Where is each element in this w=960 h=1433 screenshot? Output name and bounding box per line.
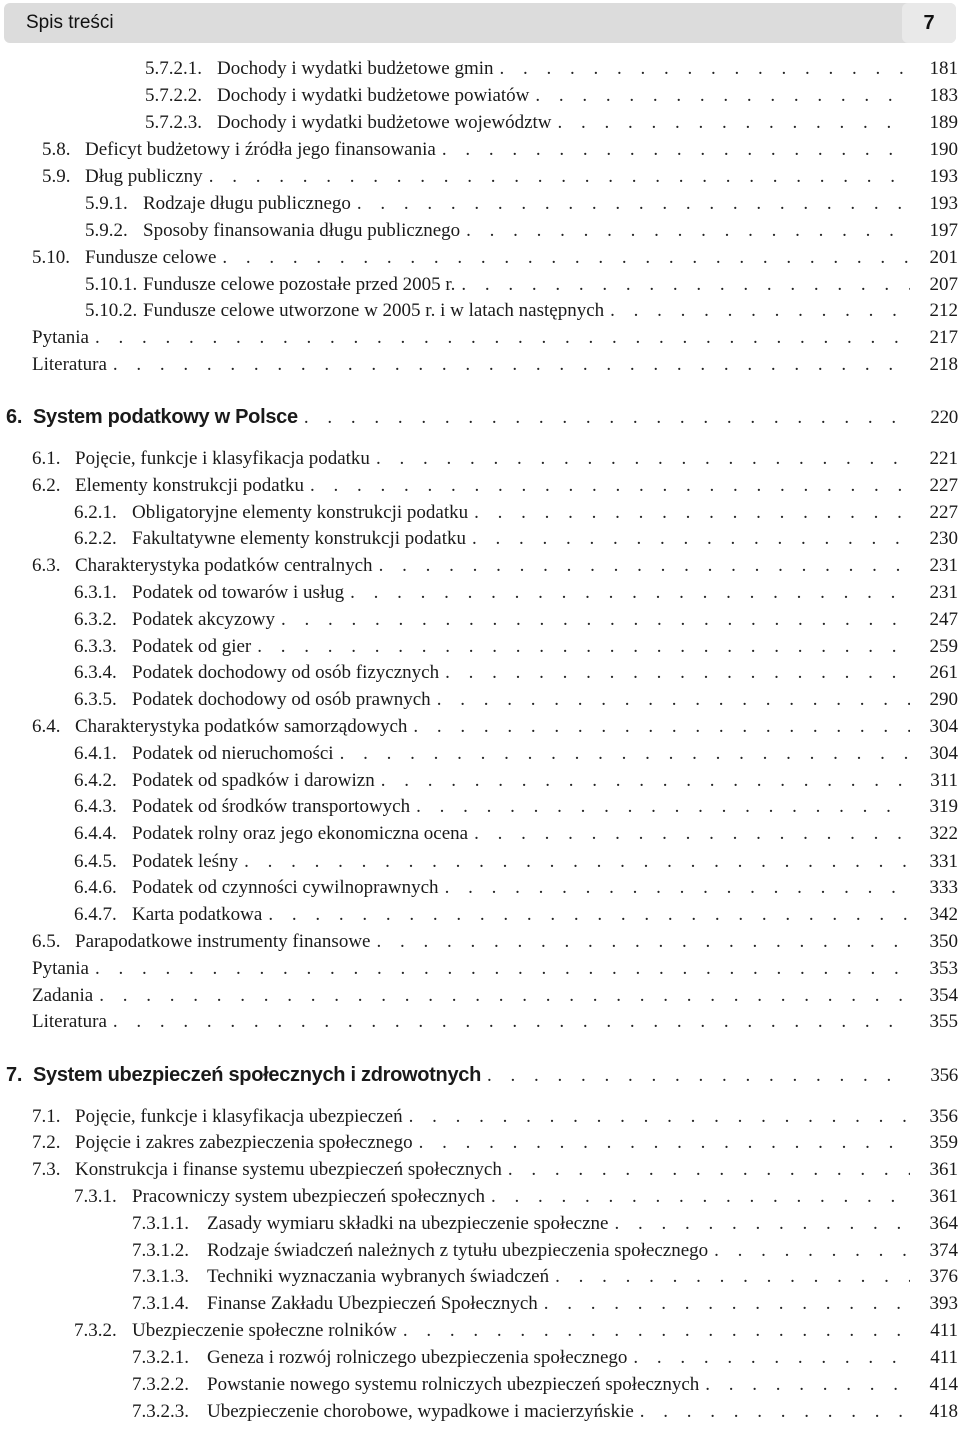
entry-title: Pytania — [32, 327, 89, 348]
toc-entry[interactable] — [74, 609, 958, 631]
entry-page-number: 190 — [929, 139, 958, 160]
entry-page-number: 193 — [929, 193, 958, 214]
entry-number: 6.3.3. — [74, 636, 117, 657]
entry-page-number: 361 — [929, 1159, 958, 1180]
dot-leader — [357, 193, 910, 215]
entry-number: 6.1. — [32, 448, 61, 469]
entry-number: 5.8. — [42, 139, 71, 160]
entry-number: 5.10.2. — [85, 300, 138, 321]
entry-page-number: 393 — [929, 1293, 958, 1314]
toc-entry[interactable] — [74, 662, 958, 684]
entry-number: 7.3.2.1. — [132, 1347, 189, 1368]
entry-number: 7.3.1.3. — [132, 1266, 189, 1287]
entry-number: 7.3.1.4. — [132, 1293, 189, 1314]
dot-leader — [340, 743, 910, 765]
dot-leader — [714, 1240, 910, 1262]
toc-entry[interactable] — [85, 300, 958, 322]
entry-page-number: 353 — [929, 958, 958, 979]
dot-leader — [445, 662, 910, 684]
entry-title: Dochody i wydatki budżetowe województw — [217, 112, 552, 133]
dot-leader — [113, 1011, 910, 1033]
entry-title: Dochody i wydatki budżetowe gmin — [217, 58, 494, 79]
entry-number: 6.3.2. — [74, 609, 117, 630]
dot-leader — [376, 931, 910, 953]
toc-entry[interactable] — [145, 85, 958, 107]
entry-title: Ubezpieczenie chorobowe, wypadkowe i macierzyńskie — [207, 1401, 634, 1422]
entry-page-number: 193 — [929, 166, 958, 187]
entry-page-number: 197 — [929, 220, 958, 241]
entry-number: 6.2.1. — [74, 502, 117, 523]
toc-entry[interactable] — [32, 354, 958, 376]
entry-number: 6.2. — [32, 475, 61, 496]
entry-page-number: 364 — [929, 1213, 958, 1234]
entry-number: 5.7.2.3. — [145, 112, 202, 133]
entry-title: Rodzaje długu publicznego — [143, 193, 351, 214]
toc-entry[interactable] — [74, 528, 958, 550]
entry-title: Podatek akcyzowy — [132, 609, 275, 630]
entry-page-number: 217 — [929, 327, 958, 348]
entry-page-number: 411 — [930, 1320, 958, 1341]
toc-entry[interactable] — [74, 770, 958, 792]
entry-title: Charakterystyka podatków samorządowych — [75, 716, 408, 737]
toc-entry[interactable] — [132, 1240, 958, 1262]
entry-title: Elementy konstrukcji podatku — [75, 475, 305, 496]
entry-title: Dochody i wydatki budżetowe powiatów — [217, 85, 530, 106]
toc-entry[interactable] — [74, 796, 958, 818]
entry-number: 6.3.4. — [74, 662, 117, 683]
entry-title: Karta podatkowa — [132, 904, 263, 925]
entry-title: Fundusze celowe — [85, 247, 217, 268]
entry-number: 6.4.6. — [74, 877, 117, 898]
dot-leader — [558, 112, 910, 134]
entry-page-number: 304 — [929, 743, 958, 764]
toc-entry[interactable] — [32, 448, 958, 470]
entry-title: Pracowniczy system ubezpieczeń społecznych — [132, 1186, 485, 1207]
toc-entry[interactable] — [32, 1106, 958, 1128]
dot-leader — [474, 823, 910, 845]
toc-entry[interactable] — [32, 716, 958, 738]
dot-leader — [466, 220, 910, 242]
entry-title: Techniki wyznaczania wybranych świadczeń — [207, 1266, 550, 1287]
entry-page-number: 231 — [929, 555, 958, 576]
entry-number: 6.3. — [32, 555, 61, 576]
entry-title: Fundusze celowe pozostałe przed 2005 r. — [143, 274, 456, 295]
entry-page-number: 333 — [929, 877, 958, 898]
entry-title: Podatek od spadków i darowizn — [132, 770, 375, 791]
entry-page-number: 207 — [929, 274, 958, 295]
entry-page-number: 418 — [929, 1401, 958, 1422]
entry-page-number: 355 — [929, 1011, 958, 1032]
entry-number: 7.3. — [32, 1159, 61, 1180]
dot-leader — [419, 1132, 910, 1154]
entry-title: Pojęcie, funkcje i klasyfikacja podatku — [75, 448, 370, 469]
entry-page-number: 354 — [929, 985, 958, 1006]
entry-title: Podatek od czynności cywilnoprawnych — [132, 877, 439, 898]
toc-entry[interactable] — [74, 823, 958, 845]
toc-chapter[interactable] — [6, 406, 958, 429]
entry-number: 6.3.1. — [74, 582, 117, 603]
toc-entry[interactable] — [32, 475, 958, 497]
dot-leader — [244, 851, 910, 873]
entry-number: 7.3.2.3. — [132, 1401, 189, 1422]
entry-page-number: 331 — [929, 851, 958, 872]
dot-leader — [442, 139, 910, 161]
dot-leader — [268, 904, 910, 926]
dot-leader — [113, 354, 910, 376]
toc-entry[interactable] — [42, 139, 958, 161]
entry-title: Literatura — [32, 354, 107, 375]
entry-page-number: 183 — [929, 85, 958, 106]
dot-leader — [257, 636, 910, 658]
entry-number: 6.5. — [32, 931, 61, 952]
toc-entry[interactable] — [85, 220, 958, 242]
dot-leader — [95, 327, 910, 349]
toc-entry[interactable] — [74, 582, 958, 604]
entry-title: Powstanie nowego systemu rolniczych ubezpieczeń społecznych — [207, 1374, 700, 1395]
entry-title: Dług publiczny — [85, 166, 203, 187]
entry-page-number: 356 — [929, 1106, 958, 1127]
entry-page-number: 261 — [929, 662, 958, 683]
entry-title: Konstrukcja i finanse systemu ubezpieczeń społecznych — [75, 1159, 502, 1180]
entry-page-number: 304 — [929, 716, 958, 737]
entry-number: 6.4. — [32, 716, 61, 737]
entry-title: Podatek dochodowy od osób fizycznych — [132, 662, 440, 683]
dot-leader — [614, 1213, 910, 1235]
entry-number: 5.9. — [42, 166, 71, 187]
dot-leader — [472, 528, 910, 550]
dot-leader — [535, 85, 910, 107]
entry-page-number: 319 — [929, 796, 958, 817]
entry-number: 7.3.1. — [74, 1186, 117, 1207]
entry-title: Fundusze celowe utworzone w 2005 r. i w latach następnych — [143, 300, 605, 321]
entry-title: Zasady wymiaru składki na ubezpieczenie społeczne — [207, 1213, 609, 1234]
entry-page-number: 356 — [930, 1065, 958, 1086]
dot-leader — [416, 796, 910, 818]
entry-number: 5.10. — [32, 247, 70, 268]
entry-title: Zadania — [32, 985, 94, 1006]
entry-title: Fakultatywne elementy konstrukcji podatku — [132, 528, 467, 549]
entry-page-number: 414 — [929, 1374, 958, 1395]
entry-number: 5.9.1. — [85, 193, 128, 214]
entry-number: 5.7.2.2. — [145, 85, 202, 106]
dot-leader — [461, 274, 910, 296]
dot-leader — [633, 1347, 910, 1369]
header-title: Spis treści — [26, 12, 114, 33]
entry-number: 7.3.2. — [74, 1320, 117, 1341]
dot-leader — [705, 1374, 910, 1396]
toc-entry[interactable] — [74, 689, 958, 711]
entry-page-number: 359 — [929, 1132, 958, 1153]
dot-leader — [640, 1401, 910, 1423]
toc-entry[interactable] — [74, 877, 958, 899]
toc-entry[interactable] — [32, 247, 958, 269]
dot-leader — [610, 300, 910, 322]
entry-title: Literatura — [32, 1011, 107, 1032]
entry-page-number: 220 — [930, 407, 958, 428]
entry-page-number: 361 — [929, 1186, 958, 1207]
toc-entry[interactable] — [74, 636, 958, 658]
toc-entry[interactable] — [42, 166, 958, 188]
dot-leader — [304, 407, 910, 429]
entry-title: Obligatoryjne elementy konstrukcji podatku — [132, 502, 469, 523]
entry-number: 7.3.2.2. — [132, 1374, 189, 1395]
entry-number: 7.1. — [32, 1106, 61, 1127]
entry-title: Deficyt budżetowy i źródła jego finansowania — [85, 139, 436, 160]
entry-page-number: 218 — [929, 354, 958, 375]
toc-entry[interactable] — [74, 502, 958, 524]
entry-page-number: 311 — [930, 770, 958, 791]
entry-number: 6. — [6, 406, 23, 428]
dot-leader — [413, 716, 910, 738]
toc-entry[interactable] — [32, 931, 958, 953]
toc-entry[interactable] — [32, 327, 958, 349]
dot-leader — [281, 609, 910, 631]
entry-page-number: 227 — [929, 475, 958, 496]
dot-leader — [487, 1065, 910, 1087]
entry-page-number: 247 — [929, 609, 958, 630]
entry-number: 6.4.1. — [74, 743, 117, 764]
entry-page-number: 322 — [929, 823, 958, 844]
toc-entry[interactable] — [74, 1186, 958, 1208]
dot-leader — [555, 1266, 910, 1288]
entry-title: System podatkowy w Polsce — [33, 406, 298, 428]
entry-page-number: 230 — [929, 528, 958, 549]
entry-page-number: 227 — [929, 502, 958, 523]
toc-entry[interactable] — [32, 1159, 958, 1181]
toc-entry[interactable] — [32, 1132, 958, 1154]
dot-leader — [437, 689, 910, 711]
toc-chapter[interactable] — [6, 1064, 958, 1087]
entry-page-number: 201 — [929, 247, 958, 268]
entry-number: 6.4.4. — [74, 823, 117, 844]
header-page-number: 7 — [902, 3, 956, 43]
entry-title: Podatek od gier — [132, 636, 252, 657]
dot-leader — [381, 770, 910, 792]
dot-leader — [409, 1106, 910, 1128]
entry-title: Sposoby finansowania długu publicznego — [143, 220, 461, 241]
toc-entry[interactable] — [145, 58, 958, 80]
dot-leader — [379, 555, 910, 577]
entry-page-number: 181 — [929, 58, 958, 79]
toc-entry[interactable] — [145, 112, 958, 134]
entry-title: Ubezpieczenie społeczne rolników — [132, 1320, 397, 1341]
toc-entry[interactable] — [132, 1374, 958, 1396]
entry-number: 5.9.2. — [85, 220, 128, 241]
toc-entry[interactable] — [32, 958, 958, 980]
entry-number: 7.3.1.1. — [132, 1213, 189, 1234]
entry-page-number: 221 — [929, 448, 958, 469]
toc-entry[interactable] — [85, 274, 958, 296]
entry-title: Geneza i rozwój rolniczego ubezpieczenia społecznego — [207, 1347, 628, 1368]
entry-title: Podatek od nieruchomości — [132, 743, 334, 764]
toc-entry[interactable] — [74, 851, 958, 873]
entry-title: System ubezpieczeń społecznych i zdrowotnych — [33, 1064, 482, 1086]
entry-number: 6.3.5. — [74, 689, 117, 710]
entry-number: 6.4.5. — [74, 851, 117, 872]
entry-title: Pojęcie i zakres zabezpieczenia społecznego — [75, 1132, 413, 1153]
toc-entry[interactable] — [132, 1347, 958, 1369]
dot-leader — [376, 448, 910, 470]
dot-leader — [474, 502, 910, 524]
dot-leader — [445, 877, 910, 899]
dot-leader — [222, 247, 910, 269]
entry-number: 5.10.1. — [85, 274, 138, 295]
toc-entry[interactable] — [74, 743, 958, 765]
page-header — [4, 3, 956, 43]
entry-title: Podatek dochodowy od osób prawnych — [132, 689, 431, 710]
toc-entry[interactable] — [132, 1266, 958, 1288]
entry-number: 6.4.2. — [74, 770, 117, 791]
entry-page-number: 259 — [929, 636, 958, 657]
dot-leader — [403, 1320, 910, 1342]
toc-entry[interactable] — [74, 1320, 958, 1342]
entry-page-number: 411 — [930, 1347, 958, 1368]
entry-number: 7.3.1.2. — [132, 1240, 189, 1261]
entry-page-number: 189 — [929, 112, 958, 133]
dot-leader — [500, 58, 910, 80]
entry-page-number: 212 — [929, 300, 958, 321]
toc-entry[interactable] — [32, 555, 958, 577]
toc-entry[interactable] — [32, 1011, 958, 1033]
entry-title: Parapodatkowe instrumenty finansowe — [75, 931, 371, 952]
entry-title: Podatek od środków transportowych — [132, 796, 411, 817]
entry-number: 7.2. — [32, 1132, 61, 1153]
dot-leader — [491, 1186, 910, 1208]
entry-title: Pytania — [32, 958, 89, 979]
toc-entry[interactable] — [85, 193, 958, 215]
dot-leader — [508, 1159, 910, 1181]
toc-entry[interactable] — [132, 1293, 958, 1315]
entry-number: 6.4.7. — [74, 904, 117, 925]
entry-page-number: 342 — [929, 904, 958, 925]
dot-leader — [350, 582, 910, 604]
entry-number: 5.7.2.1. — [145, 58, 202, 79]
entry-title: Rodzaje świadczeń należnych z tytułu ubezpieczenia społecznego — [207, 1240, 709, 1261]
toc-entry[interactable] — [132, 1401, 958, 1423]
entry-page-number: 290 — [929, 689, 958, 710]
dot-leader — [544, 1293, 910, 1315]
dot-leader — [310, 475, 910, 497]
entry-title: Podatek od towarów i usług — [132, 582, 345, 603]
toc-entry[interactable] — [74, 904, 958, 926]
dot-leader — [99, 985, 910, 1007]
entry-title: Podatek leśny — [132, 851, 239, 872]
entry-page-number: 231 — [929, 582, 958, 603]
entry-page-number: 376 — [929, 1266, 958, 1287]
toc-entry[interactable] — [132, 1213, 958, 1235]
entry-page-number: 374 — [929, 1240, 958, 1261]
dot-leader — [95, 958, 910, 980]
entry-number: 6.2.2. — [74, 528, 117, 549]
entry-title: Finanse Zakładu Ubezpieczeń Społecznych — [207, 1293, 538, 1314]
entry-number: 6.4.3. — [74, 796, 117, 817]
toc-entry[interactable] — [32, 985, 958, 1007]
entry-title: Charakterystyka podatków centralnych — [75, 555, 373, 576]
entry-number: 7. — [6, 1064, 23, 1086]
entry-title: Podatek rolny oraz jego ekonomiczna ocena — [132, 823, 469, 844]
entry-page-number: 350 — [929, 931, 958, 952]
entry-title: Pojęcie, funkcje i klasyfikacja ubezpieczeń — [75, 1106, 403, 1127]
dot-leader — [209, 166, 910, 188]
